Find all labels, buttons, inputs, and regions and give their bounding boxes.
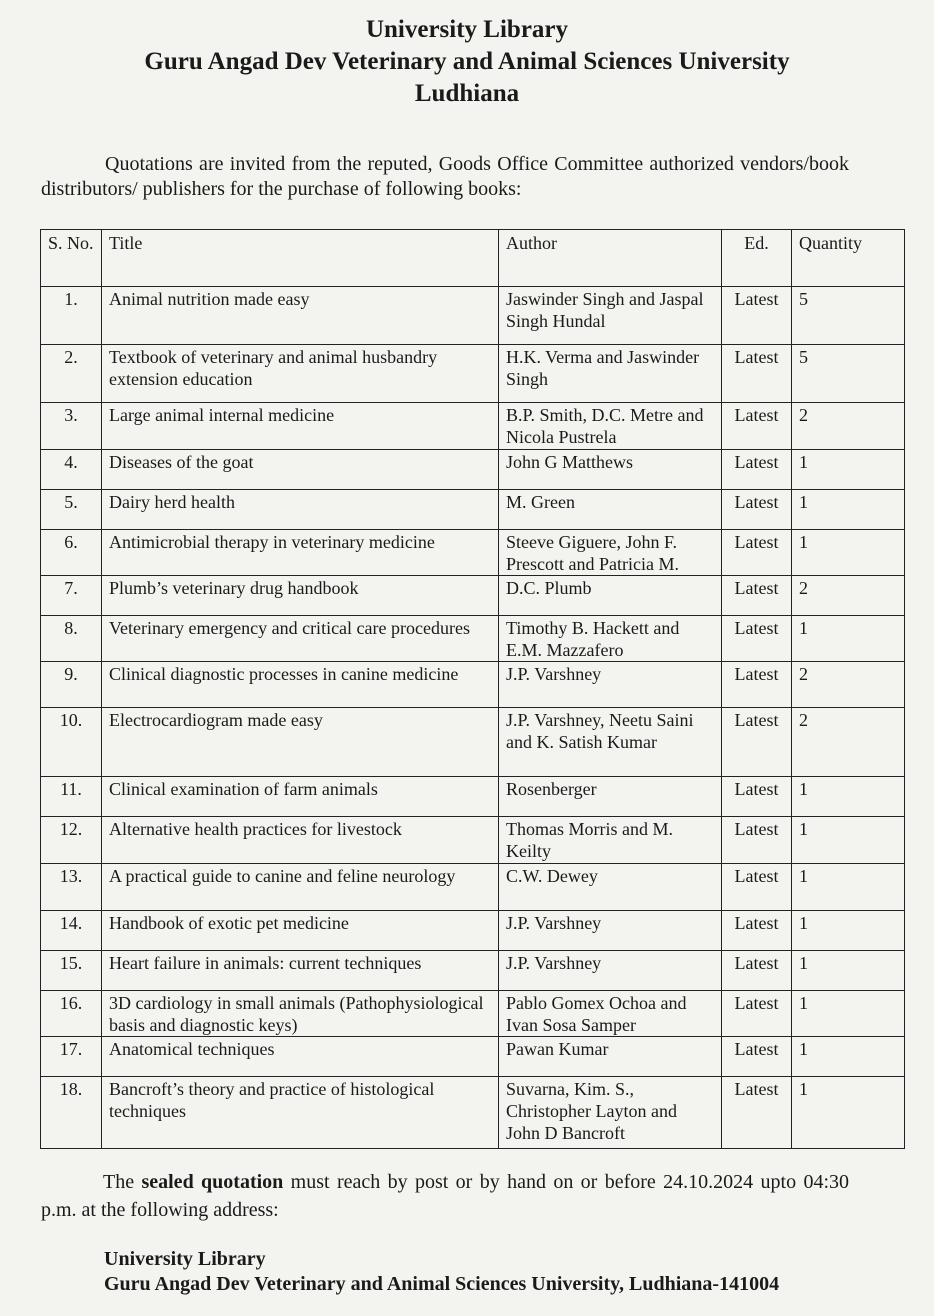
cell-sno: 10. (41, 708, 102, 777)
table-row (41, 616, 905, 662)
header-sno: S. No. (41, 230, 102, 287)
cell-sno: 4. (41, 450, 102, 490)
cell-author: B.P. Smith, D.C. Metre and Nicola Pustrela (499, 403, 722, 450)
cell-author: John G Matthews (499, 450, 722, 490)
cell-ed: Latest (722, 951, 792, 991)
cell-author: J.P. Varshney, Neetu Saini and K. Satish Kumar (499, 708, 722, 777)
table-row (41, 1037, 905, 1077)
cell-author: H.K. Verma and Jaswinder Singh (499, 345, 722, 403)
cell-author: Thomas Morris and M. Keilty (499, 817, 722, 864)
table-row (41, 951, 905, 991)
cell-qty: 1 (792, 490, 905, 530)
table-row (41, 777, 905, 817)
cell-sno: 17. (41, 1037, 102, 1077)
cell-ed: Latest (722, 777, 792, 817)
cell-ed: Latest (722, 287, 792, 345)
cell-title: Animal nutrition made easy (102, 287, 499, 345)
cell-qty: 1 (792, 450, 905, 490)
cell-title: Electrocardiogram made easy (102, 708, 499, 777)
cell-title: A practical guide to canine and feline neurology (102, 864, 499, 911)
cell-sno: 5. (41, 490, 102, 530)
cell-author: Rosenberger (499, 777, 722, 817)
address-block (104, 1247, 779, 1297)
cell-qty: 2 (792, 708, 905, 777)
cell-author: M. Green (499, 490, 722, 530)
cell-title: Heart failure in animals: current techniques (102, 951, 499, 991)
cell-sno: 3. (41, 403, 102, 450)
cell-author: Steeve Giguere, John F. Prescott and Patricia M. (499, 530, 722, 576)
cell-qty: 1 (792, 951, 905, 991)
submission-note-bold: sealed quotation (141, 1171, 284, 1193)
cell-author: J.P. Varshney (499, 662, 722, 708)
cell-ed: Latest (722, 708, 792, 777)
cell-sno: 8. (41, 616, 102, 662)
table-row (41, 991, 905, 1037)
cell-qty: 1 (792, 991, 905, 1037)
cell-sno: 11. (41, 777, 102, 817)
intro-text: Quotations are invited from the reputed, Goods Office Committee authorized vendors/book distributors/ publishers for the purchase of following books: (41, 153, 849, 200)
cell-ed: Latest (722, 817, 792, 864)
cell-qty: 2 (792, 403, 905, 450)
cell-title: Veterinary emergency and critical care procedures (102, 616, 499, 662)
intro-paragraph (41, 152, 849, 202)
cell-author: C.W. Dewey (499, 864, 722, 911)
submission-note-pre: The (103, 1171, 142, 1193)
cell-ed: Latest (722, 1037, 792, 1077)
cell-author: J.P. Varshney (499, 911, 722, 951)
cell-sno: 18. (41, 1077, 102, 1149)
table-row (41, 530, 905, 576)
cell-ed: Latest (722, 1077, 792, 1149)
cell-title: Anatomical techniques (102, 1037, 499, 1077)
cell-sno: 13. (41, 864, 102, 911)
table-row (41, 287, 905, 345)
cell-title: Clinical diagnostic processes in canine medicine (102, 662, 499, 708)
cell-author: Pawan Kumar (499, 1037, 722, 1077)
table-row (41, 708, 905, 777)
cell-qty: 5 (792, 345, 905, 403)
table-row (41, 576, 905, 616)
cell-sno: 16. (41, 991, 102, 1037)
cell-sno: 2. (41, 345, 102, 403)
cell-qty: 1 (792, 864, 905, 911)
header-quantity: Quantity (792, 230, 905, 287)
cell-title: Dairy herd health (102, 490, 499, 530)
table-header-row (41, 230, 905, 287)
table-row (41, 662, 905, 708)
books-table (40, 229, 905, 1149)
cell-title: Large animal internal medicine (102, 403, 499, 450)
cell-ed: Latest (722, 530, 792, 576)
header-author: Author (499, 230, 722, 287)
table-row (41, 911, 905, 951)
cell-sno: 12. (41, 817, 102, 864)
cell-qty: 5 (792, 287, 905, 345)
address-university: Guru Angad Dev Veterinary and Animal Sciences University, Ludhiana-141004 (104, 1273, 780, 1295)
cell-ed: Latest (722, 490, 792, 530)
cell-title: Diseases of the goat (102, 450, 499, 490)
cell-ed: Latest (722, 345, 792, 403)
cell-ed: Latest (722, 450, 792, 490)
header-library: University Library (365, 16, 569, 43)
cell-author: Jaswinder Singh and Jaspal Singh Hundal (499, 287, 722, 345)
cell-qty: 1 (792, 911, 905, 951)
cell-sno: 14. (41, 911, 102, 951)
cell-qty: 2 (792, 662, 905, 708)
cell-qty: 1 (792, 530, 905, 576)
cell-title: Handbook of exotic pet medicine (102, 911, 499, 951)
cell-qty: 1 (792, 1037, 905, 1077)
table-row (41, 1077, 905, 1149)
header-title: Title (102, 230, 499, 287)
cell-author: Timothy B. Hackett and E.M. Mazzafero (499, 616, 722, 662)
cell-ed: Latest (722, 662, 792, 708)
cell-sno: 7. (41, 576, 102, 616)
submission-note-post: must reach by post or by hand on or before 24.10.2024 upto 04:30 p.m. at the following address: (41, 1171, 850, 1221)
document-header (0, 14, 934, 110)
cell-ed: Latest (722, 911, 792, 951)
cell-sno: 1. (41, 287, 102, 345)
cell-qty: 2 (792, 576, 905, 616)
header-ed: Ed. (722, 230, 792, 287)
header-city: Ludhiana (414, 80, 520, 107)
table-row (41, 490, 905, 530)
table-row (41, 817, 905, 864)
cell-qty: 1 (792, 616, 905, 662)
cell-ed: Latest (722, 576, 792, 616)
address-library: University Library (104, 1248, 266, 1270)
cell-ed: Latest (722, 991, 792, 1037)
cell-title: Alternative health practices for livestock (102, 817, 499, 864)
cell-author: Suvarna, Kim. S., Christopher Layton and John D Bancroft (499, 1077, 722, 1149)
cell-ed: Latest (722, 403, 792, 450)
cell-title: Clinical examination of farm animals (102, 777, 499, 817)
cell-ed: Latest (722, 864, 792, 911)
table-row (41, 864, 905, 911)
table-row (41, 403, 905, 450)
table-row (41, 450, 905, 490)
cell-author: Pablo Gomex Ochoa and Ivan Sosa Samper (499, 991, 722, 1037)
cell-qty: 1 (792, 777, 905, 817)
cell-ed: Latest (722, 616, 792, 662)
submission-note (41, 1168, 849, 1224)
cell-title: Plumb’s veterinary drug handbook (102, 576, 499, 616)
cell-sno: 6. (41, 530, 102, 576)
cell-author: J.P. Varshney (499, 951, 722, 991)
cell-qty: 1 (792, 1077, 905, 1149)
cell-title: Antimicrobial therapy in veterinary medicine (102, 530, 499, 576)
cell-title: Textbook of veterinary and animal husbandry extension education (102, 345, 499, 403)
cell-title: Bancroft’s theory and practice of histological techniques (102, 1077, 499, 1149)
cell-author: D.C. Plumb (499, 576, 722, 616)
cell-sno: 9. (41, 662, 102, 708)
header-university: Guru Angad Dev Veterinary and Animal Sciences University (144, 48, 790, 75)
table-row (41, 345, 905, 403)
cell-title: 3D cardiology in small animals (Pathophysiological basis and diagnostic keys) (102, 991, 499, 1037)
cell-qty: 1 (792, 817, 905, 864)
cell-sno: 15. (41, 951, 102, 991)
table-body (41, 287, 905, 1149)
